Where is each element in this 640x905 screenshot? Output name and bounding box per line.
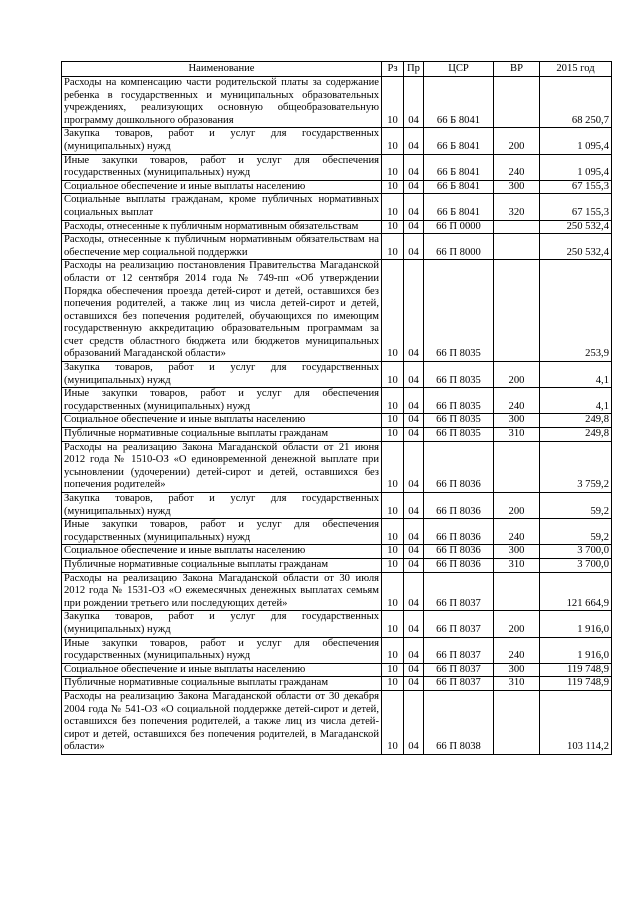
cell-rz: 10	[382, 234, 404, 260]
cell-pr: 04	[404, 690, 424, 754]
cell-name: Социальное обеспечение и иные выплаты населению	[62, 180, 382, 194]
cell-sum: 1 916,0	[540, 637, 612, 663]
cell-name: Расходы на реализацию Закона Магаданской области от 21 июня 2012 года № 1510-ОЗ «О единовременной денежной выплате при усыновлении (удочерении) детей-сирот и детей, оставшихся без попечения родителей»	[62, 441, 382, 492]
cell-name: Социальное обеспечение и иные выплаты населению	[62, 414, 382, 428]
cell-name: Расходы на компенсацию части родительской платы за содержание ребенка в государственных и муниципальных образовательных учреждениях, реализующих основную общеобразовательную программу дошкольного образования	[62, 77, 382, 128]
cell-vr: 320	[494, 194, 540, 220]
cell-sum: 1 916,0	[540, 611, 612, 637]
table-row	[62, 572, 612, 611]
cell-rz: 10	[382, 663, 404, 677]
cell-sum: 119 748,9	[540, 677, 612, 691]
cell-sum: 67 155,3	[540, 180, 612, 194]
cell-sum: 68 250,7	[540, 77, 612, 128]
cell-pr: 04	[404, 220, 424, 234]
table-row	[62, 545, 612, 559]
cell-pr: 04	[404, 128, 424, 154]
cell-rz: 10	[382, 220, 404, 234]
cell-vr: 300	[494, 180, 540, 194]
cell-csr: 66 П 8037	[424, 663, 494, 677]
cell-name: Иные закупки товаров, работ и услуг для обеспечения государственных (муниципальных) нужд	[62, 154, 382, 180]
table-row	[62, 388, 612, 414]
table-row	[62, 611, 612, 637]
cell-csr: 66 Б 8041	[424, 128, 494, 154]
table-row	[62, 180, 612, 194]
cell-pr: 04	[404, 493, 424, 519]
cell-sum: 4,1	[540, 388, 612, 414]
cell-csr: 66 П 8037	[424, 677, 494, 691]
cell-vr: 240	[494, 154, 540, 180]
cell-pr: 04	[404, 677, 424, 691]
cell-pr: 04	[404, 428, 424, 442]
table-row	[62, 677, 612, 691]
cell-sum: 1 095,4	[540, 154, 612, 180]
cell-rz: 10	[382, 637, 404, 663]
cell-rz: 10	[382, 690, 404, 754]
cell-pr: 04	[404, 154, 424, 180]
cell-sum: 3 700,0	[540, 545, 612, 559]
cell-csr: 66 П 0000	[424, 220, 494, 234]
cell-csr: 66 П 8035	[424, 362, 494, 388]
cell-name: Расходы, отнесенные к публичным нормативным обязательствам	[62, 220, 382, 234]
cell-rz: 10	[382, 77, 404, 128]
cell-vr	[494, 260, 540, 362]
table-row	[62, 234, 612, 260]
cell-csr: 66 П 8000	[424, 234, 494, 260]
cell-csr: 66 Б 8041	[424, 180, 494, 194]
cell-vr: 200	[494, 493, 540, 519]
table-row	[62, 362, 612, 388]
cell-sum: 121 664,9	[540, 572, 612, 611]
cell-pr: 04	[404, 414, 424, 428]
cell-rz: 10	[382, 414, 404, 428]
cell-pr: 04	[404, 260, 424, 362]
cell-vr: 200	[494, 611, 540, 637]
table-row	[62, 441, 612, 492]
table-row	[62, 558, 612, 572]
header-row	[62, 62, 612, 77]
cell-csr: 66 П 8037	[424, 611, 494, 637]
cell-pr: 04	[404, 663, 424, 677]
table-row	[62, 77, 612, 128]
cell-sum: 3 759,2	[540, 441, 612, 492]
cell-pr: 04	[404, 388, 424, 414]
cell-vr	[494, 572, 540, 611]
table-row	[62, 663, 612, 677]
cell-rz: 10	[382, 519, 404, 545]
cell-name: Расходы на реализацию постановления Правительства Магаданской области от 12 сентября 2014 года № 749-пп «Об утверждении Порядка обеспечения проезда детей-сирот и детей, оставшихся без попечения родителей, а также лиц из числа детей-сирот и детей, оставшихся без попечения родителей, обучающихся по имеющим государственную аккредитацию образовательным программам за счет средств областного бюджета или бюджетов муниципальных образований Магаданской области»	[62, 260, 382, 362]
table-row	[62, 519, 612, 545]
cell-name: Закупка товаров, работ и услуг для государственных (муниципальных) нужд	[62, 128, 382, 154]
cell-vr: 240	[494, 388, 540, 414]
table-row	[62, 154, 612, 180]
cell-vr: 300	[494, 663, 540, 677]
cell-csr: 66 П 8035	[424, 414, 494, 428]
cell-name: Расходы, отнесенные к публичным нормативным обязательствам на обеспечение мер социальной поддержки	[62, 234, 382, 260]
cell-vr	[494, 234, 540, 260]
cell-csr: 66 Б 8041	[424, 154, 494, 180]
cell-csr: 66 П 8035	[424, 260, 494, 362]
table-row	[62, 637, 612, 663]
cell-pr: 04	[404, 180, 424, 194]
cell-name: Расходы на реализацию Закона Магаданской области от 30 июля 2012 года № 1531-ОЗ «О ежемесячных денежных выплатах семьям при рождении третьего или последующих детей»	[62, 572, 382, 611]
cell-rz: 10	[382, 180, 404, 194]
cell-csr: 66 П 8036	[424, 545, 494, 559]
cell-pr: 04	[404, 441, 424, 492]
cell-vr: 310	[494, 558, 540, 572]
cell-rz: 10	[382, 154, 404, 180]
table-row	[62, 690, 612, 754]
cell-pr: 04	[404, 558, 424, 572]
cell-csr: 66 П 8037	[424, 637, 494, 663]
cell-sum: 103 114,2	[540, 690, 612, 754]
cell-sum: 249,8	[540, 414, 612, 428]
cell-pr: 04	[404, 234, 424, 260]
cell-name: Закупка товаров, работ и услуг для государственных (муниципальных) нужд	[62, 611, 382, 637]
cell-sum: 253,9	[540, 260, 612, 362]
table-row	[62, 220, 612, 234]
cell-csr: 66 П 8037	[424, 572, 494, 611]
header-year: 2015 год	[540, 62, 612, 77]
cell-vr	[494, 441, 540, 492]
table-row	[62, 493, 612, 519]
cell-rz: 10	[382, 572, 404, 611]
cell-rz: 10	[382, 441, 404, 492]
cell-sum: 3 700,0	[540, 558, 612, 572]
cell-name: Иные закупки товаров, работ и услуг для обеспечения государственных (муниципальных) нужд	[62, 388, 382, 414]
cell-vr: 200	[494, 362, 540, 388]
budget-table	[61, 61, 612, 755]
cell-sum: 4,1	[540, 362, 612, 388]
cell-vr: 300	[494, 545, 540, 559]
cell-csr: 66 П 8038	[424, 690, 494, 754]
cell-name: Закупка товаров, работ и услуг для государственных (муниципальных) нужд	[62, 493, 382, 519]
cell-pr: 04	[404, 519, 424, 545]
cell-name: Публичные нормативные социальные выплаты гражданам	[62, 428, 382, 442]
cell-pr: 04	[404, 637, 424, 663]
table-row	[62, 128, 612, 154]
cell-pr: 04	[404, 545, 424, 559]
cell-pr: 04	[404, 572, 424, 611]
cell-rz: 10	[382, 362, 404, 388]
cell-rz: 10	[382, 428, 404, 442]
cell-sum: 119 748,9	[540, 663, 612, 677]
cell-sum: 67 155,3	[540, 194, 612, 220]
cell-sum: 59,2	[540, 493, 612, 519]
cell-name: Иные закупки товаров, работ и услуг для обеспечения государственных (муниципальных) нужд	[62, 519, 382, 545]
cell-name: Публичные нормативные социальные выплаты гражданам	[62, 677, 382, 691]
cell-name: Расходы на реализацию Закона Магаданской области от 30 декабря 2004 года № 541-ОЗ «О социальной поддержке детей-сирот и детей, оставшихся без попечения родителей, а также лиц из числа детей-сирот и детей, оставшихся без попечения родителей, в Магаданской области»	[62, 690, 382, 754]
cell-sum: 249,8	[540, 428, 612, 442]
cell-name: Закупка товаров, работ и услуг для государственных (муниципальных) нужд	[62, 362, 382, 388]
header-vr: ВР	[494, 62, 540, 77]
cell-pr: 04	[404, 77, 424, 128]
header-pr: Пр	[404, 62, 424, 77]
cell-rz: 10	[382, 611, 404, 637]
header-name: Наименование	[62, 62, 382, 77]
cell-rz: 10	[382, 545, 404, 559]
table-row	[62, 428, 612, 442]
cell-csr: 66 П 8036	[424, 493, 494, 519]
cell-name: Публичные нормативные социальные выплаты гражданам	[62, 558, 382, 572]
table-row	[62, 260, 612, 362]
cell-rz: 10	[382, 128, 404, 154]
cell-vr	[494, 220, 540, 234]
cell-vr: 310	[494, 677, 540, 691]
cell-csr: 66 П 8036	[424, 441, 494, 492]
table-row	[62, 414, 612, 428]
cell-csr: 66 Б 8041	[424, 77, 494, 128]
cell-name: Социальное обеспечение и иные выплаты населению	[62, 545, 382, 559]
cell-sum: 250 532,4	[540, 220, 612, 234]
cell-csr: 66 П 8035	[424, 388, 494, 414]
cell-vr	[494, 77, 540, 128]
cell-csr: 66 П 8036	[424, 519, 494, 545]
cell-vr: 240	[494, 519, 540, 545]
cell-vr: 240	[494, 637, 540, 663]
cell-pr: 04	[404, 194, 424, 220]
table-row	[62, 194, 612, 220]
header-csr: ЦСР	[424, 62, 494, 77]
cell-sum: 250 532,4	[540, 234, 612, 260]
cell-vr: 310	[494, 428, 540, 442]
cell-name: Социальное обеспечение и иные выплаты населению	[62, 663, 382, 677]
cell-rz: 10	[382, 558, 404, 572]
cell-name: Социальные выплаты гражданам, кроме публичных нормативных социальных выплат	[62, 194, 382, 220]
cell-sum: 1 095,4	[540, 128, 612, 154]
cell-csr: 66 П 8035	[424, 428, 494, 442]
cell-sum: 59,2	[540, 519, 612, 545]
cell-pr: 04	[404, 611, 424, 637]
header-rz: Рз	[382, 62, 404, 77]
cell-vr	[494, 690, 540, 754]
cell-csr: 66 Б 8041	[424, 194, 494, 220]
cell-vr: 200	[494, 128, 540, 154]
cell-rz: 10	[382, 493, 404, 519]
cell-rz: 10	[382, 677, 404, 691]
cell-rz: 10	[382, 260, 404, 362]
cell-rz: 10	[382, 194, 404, 220]
cell-rz: 10	[382, 388, 404, 414]
cell-csr: 66 П 8036	[424, 558, 494, 572]
cell-name: Иные закупки товаров, работ и услуг для обеспечения государственных (муниципальных) нужд	[62, 637, 382, 663]
cell-pr: 04	[404, 362, 424, 388]
cell-vr: 300	[494, 414, 540, 428]
